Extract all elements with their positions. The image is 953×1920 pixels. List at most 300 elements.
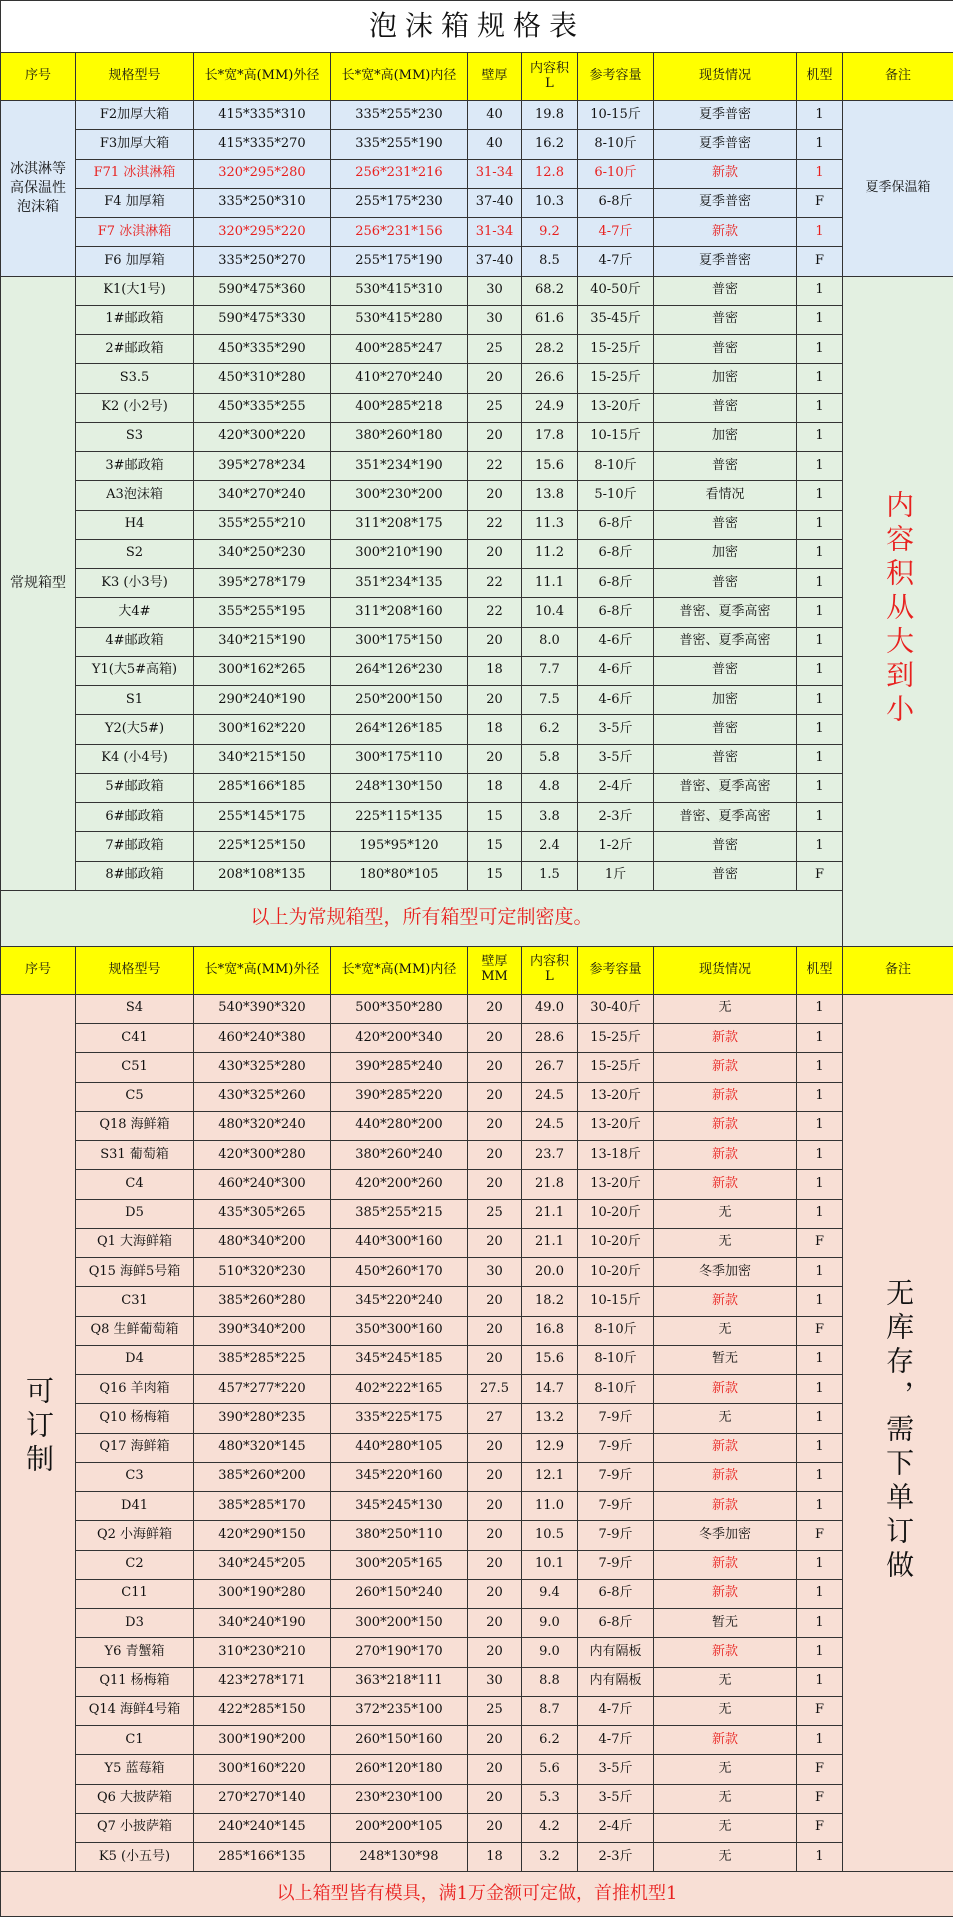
column-header: 长*宽*高(MM)内径 [331, 53, 468, 101]
column-header: 长*宽*高(MM)内径 [331, 946, 468, 994]
cell-vol: 11.1 [522, 569, 578, 598]
cell-stock: 无 [654, 1696, 797, 1725]
cell-inner: 260*150*240 [331, 1579, 468, 1608]
cell-wall: 18 [468, 715, 522, 744]
column-header: 机型 [797, 53, 843, 101]
cell-vol: 4.2 [522, 1813, 578, 1842]
column-header: 内容积 L [522, 53, 578, 101]
cell-model: C1 [76, 1726, 194, 1755]
cell-wall: 37-40 [468, 188, 522, 217]
cell-type: 1 [797, 1726, 843, 1755]
column-header: 壁厚 [468, 53, 522, 101]
cell-cap: 内有隔板 [578, 1667, 654, 1696]
cell-inner: 264*126*230 [331, 656, 468, 685]
cell-model: S3.5 [76, 364, 194, 393]
cell-vol: 1.5 [522, 861, 578, 890]
cell-outer: 590*475*360 [194, 276, 331, 305]
cell-stock: 加密 [654, 539, 797, 568]
cell-stock: 普密、夏季高密 [654, 598, 797, 627]
cell-outer: 510*320*230 [194, 1258, 331, 1287]
cell-wall: 20 [468, 627, 522, 656]
cell-outer: 340*240*190 [194, 1609, 331, 1638]
cell-inner: 351*234*135 [331, 569, 468, 598]
cell-wall: 27 [468, 1404, 522, 1433]
column-header: 参考容量 [578, 946, 654, 994]
cell-stock: 普密 [654, 452, 797, 481]
column-header: 现货情况 [654, 946, 797, 994]
cell-cap: 3-5斤 [578, 744, 654, 773]
cell-model: S4 [76, 994, 194, 1023]
cell-type: F [797, 861, 843, 890]
cell-wall: 18 [468, 1843, 522, 1872]
cell-cap: 8-10斤 [578, 1316, 654, 1345]
cell-outer: 450*335*255 [194, 393, 331, 422]
table-row [1, 1843, 953, 1872]
table-row [1, 1492, 953, 1521]
cell-vol: 12.1 [522, 1462, 578, 1491]
cell-stock: 无 [654, 1316, 797, 1345]
cell-type: F [797, 1521, 843, 1550]
cell-outer: 460*240*380 [194, 1024, 331, 1053]
cell-vol: 16.8 [522, 1316, 578, 1345]
cell-wall: 20 [468, 1638, 522, 1667]
table-row [1, 452, 953, 481]
cell-outer: 320*295*220 [194, 218, 331, 247]
table-row [1, 598, 953, 627]
cell-model: D3 [76, 1609, 194, 1638]
cell-stock: 无 [654, 1755, 797, 1784]
cell-stock: 新款 [654, 1550, 797, 1579]
cell-model: 5#邮政箱 [76, 773, 194, 802]
group-remark [843, 276, 953, 946]
cell-wall: 20 [468, 1726, 522, 1755]
cell-cap: 15-25斤 [578, 1053, 654, 1082]
cell-inner: 256*231*156 [331, 218, 468, 247]
cell-type: 1 [797, 422, 843, 451]
cell-vol: 4.8 [522, 773, 578, 802]
cell-outer: 240*240*145 [194, 1813, 331, 1842]
cell-outer: 385*260*200 [194, 1462, 331, 1491]
cell-vol: 12.9 [522, 1433, 578, 1462]
cell-cap: 13-20斤 [578, 1170, 654, 1199]
cell-inner: 380*260*180 [331, 422, 468, 451]
cell-inner: 335*255*190 [331, 130, 468, 159]
table-row [1, 1199, 953, 1228]
cell-outer: 430*325*260 [194, 1082, 331, 1111]
table-row [1, 1404, 953, 1433]
cell-vol: 19.8 [522, 101, 578, 130]
table-row [1, 130, 953, 159]
cell-stock: 普密 [654, 510, 797, 539]
cell-outer: 415*335*310 [194, 101, 331, 130]
cell-vol: 21.1 [522, 1228, 578, 1257]
table-row [1, 1170, 953, 1199]
cell-type: 1 [797, 1082, 843, 1111]
cell-outer: 457*277*220 [194, 1375, 331, 1404]
cell-model: K5 (小五号) [76, 1843, 194, 1872]
table-row [1, 218, 953, 247]
cell-model: C2 [76, 1550, 194, 1579]
cell-type: 1 [797, 1843, 843, 1872]
cell-vol: 15.6 [522, 1345, 578, 1374]
cell-type: F [797, 1696, 843, 1725]
cell-vol: 11.0 [522, 1492, 578, 1521]
cell-type: 1 [797, 1258, 843, 1287]
cell-outer: 300*160*220 [194, 1755, 331, 1784]
cell-model: D41 [76, 1492, 194, 1521]
cell-stock: 无 [654, 1784, 797, 1813]
cell-cap: 13-18斤 [578, 1141, 654, 1170]
cell-type: 1 [797, 832, 843, 861]
cell-model: S31 葡萄箱 [76, 1141, 194, 1170]
cell-type: 1 [797, 1199, 843, 1228]
cell-cap: 10-20斤 [578, 1258, 654, 1287]
cell-outer: 480*320*145 [194, 1433, 331, 1462]
table-row [1, 686, 953, 715]
cell-stock: 无 [654, 1813, 797, 1842]
cell-type: F [797, 188, 843, 217]
table-row [1, 1141, 953, 1170]
cell-type: 1 [797, 1404, 843, 1433]
table-row [1, 1521, 953, 1550]
cell-inner: 300*200*150 [331, 1609, 468, 1638]
cell-vol: 10.4 [522, 598, 578, 627]
cell-outer: 450*335*290 [194, 335, 331, 364]
cell-outer: 340*245*205 [194, 1550, 331, 1579]
cell-inner: 300*230*200 [331, 481, 468, 510]
cell-model: Q17 海鲜箱 [76, 1433, 194, 1462]
cell-vol: 5.8 [522, 744, 578, 773]
cell-stock: 新款 [654, 1638, 797, 1667]
cell-type: 1 [797, 101, 843, 130]
cell-wall: 20 [468, 1024, 522, 1053]
cell-model: 6#邮政箱 [76, 803, 194, 832]
cell-stock: 普密 [654, 656, 797, 685]
cell-outer: 335*250*310 [194, 188, 331, 217]
cell-cap: 2-4斤 [578, 1813, 654, 1842]
cell-inner: 260*150*160 [331, 1726, 468, 1755]
cell-type: 1 [797, 539, 843, 568]
cell-model: C3 [76, 1462, 194, 1491]
cell-wall: 27.5 [468, 1375, 522, 1404]
cell-stock: 新款 [654, 1375, 797, 1404]
cell-cap: 4-7斤 [578, 1726, 654, 1755]
cell-model: Y2(大5#) [76, 715, 194, 744]
cell-outer: 255*145*175 [194, 803, 331, 832]
cell-outer: 355*255*210 [194, 510, 331, 539]
cell-outer: 423*278*171 [194, 1667, 331, 1696]
cell-type: 1 [797, 1462, 843, 1491]
column-header: 序号 [1, 53, 76, 101]
table-row [1, 335, 953, 364]
cell-wall: 20 [468, 1228, 522, 1257]
cell-type: 1 [797, 510, 843, 539]
cell-wall: 40 [468, 130, 522, 159]
cell-outer: 390*340*200 [194, 1316, 331, 1345]
cell-outer: 420*300*220 [194, 422, 331, 451]
table-row [1, 1784, 953, 1813]
cell-vol: 26.7 [522, 1053, 578, 1082]
cell-cap: 7-9斤 [578, 1433, 654, 1462]
cell-inner: 400*285*218 [331, 393, 468, 422]
cell-vol: 10.1 [522, 1550, 578, 1579]
column-header: 规格型号 [76, 53, 194, 101]
cell-model: K4 (小4号) [76, 744, 194, 773]
cell-inner: 250*200*150 [331, 686, 468, 715]
table-row [1, 101, 953, 130]
cell-type: 1 [797, 1024, 843, 1053]
cell-vol: 21.1 [522, 1199, 578, 1228]
cell-model: Q14 海鲜4号箱 [76, 1696, 194, 1725]
table-row [1, 569, 953, 598]
cell-type: 1 [797, 803, 843, 832]
table-row [1, 1462, 953, 1491]
cell-stock: 暂无 [654, 1609, 797, 1638]
table-row [1, 1375, 953, 1404]
cell-vol: 9.2 [522, 218, 578, 247]
cell-inner: 351*234*190 [331, 452, 468, 481]
table-row [1, 1726, 953, 1755]
cell-cap: 4-6斤 [578, 656, 654, 685]
cell-type: 1 [797, 1492, 843, 1521]
cell-stock: 无 [654, 994, 797, 1023]
cell-stock: 普密、夏季高密 [654, 773, 797, 802]
table-row [1, 481, 953, 510]
cell-outer: 435*305*265 [194, 1199, 331, 1228]
cell-outer: 480*340*200 [194, 1228, 331, 1257]
cell-outer: 335*250*270 [194, 247, 331, 276]
cell-model: H4 [76, 510, 194, 539]
cell-cap: 6-8斤 [578, 598, 654, 627]
cell-model: F4 加厚箱 [76, 188, 194, 217]
cell-inner: 300*210*190 [331, 539, 468, 568]
cell-wall: 20 [468, 481, 522, 510]
cell-inner: 256*231*216 [331, 159, 468, 188]
cell-type: 1 [797, 1287, 843, 1316]
cell-type: 1 [797, 1375, 843, 1404]
cell-outer: 300*162*220 [194, 715, 331, 744]
cell-type: 1 [797, 656, 843, 685]
table-row [1, 1316, 953, 1345]
table-row [1, 188, 953, 217]
cell-cap: 4-7斤 [578, 1696, 654, 1725]
cell-cap: 3-5斤 [578, 715, 654, 744]
note-row [1, 890, 953, 946]
cell-inner: 420*200*340 [331, 1024, 468, 1053]
cell-vol: 24.5 [522, 1082, 578, 1111]
cell-inner: 440*300*160 [331, 1228, 468, 1257]
cell-outer: 340*215*150 [194, 744, 331, 773]
cell-cap: 1-2斤 [578, 832, 654, 861]
cell-type: F [797, 1813, 843, 1842]
table-row [1, 510, 953, 539]
table-row [1, 1755, 953, 1784]
cell-vol: 20.0 [522, 1258, 578, 1287]
cell-stock: 普密、夏季高密 [654, 627, 797, 656]
cell-stock: 普密 [654, 276, 797, 305]
cell-inner: 248*130*98 [331, 1843, 468, 1872]
cell-wall: 20 [468, 1462, 522, 1491]
cell-wall: 20 [468, 1784, 522, 1813]
cell-stock: 普密、夏季高密 [654, 803, 797, 832]
cell-inner: 260*120*180 [331, 1755, 468, 1784]
cell-wall: 31-34 [468, 159, 522, 188]
column-header: 内容积 L [522, 946, 578, 994]
cell-type: 1 [797, 305, 843, 334]
cell-wall: 18 [468, 656, 522, 685]
cell-model: Q18 海鲜箱 [76, 1111, 194, 1140]
cell-wall: 25 [468, 1696, 522, 1725]
cell-vol: 24.9 [522, 393, 578, 422]
cell-stock: 普密 [654, 305, 797, 334]
cell-vol: 3.2 [522, 1843, 578, 1872]
cell-outer: 422*285*150 [194, 1696, 331, 1725]
cell-stock: 新款 [654, 1579, 797, 1608]
table-row [1, 1579, 953, 1608]
cell-type: 1 [797, 276, 843, 305]
cell-wall: 30 [468, 276, 522, 305]
cell-cap: 10-15斤 [578, 101, 654, 130]
cell-inner: 345*245*130 [331, 1492, 468, 1521]
cell-stock: 新款 [654, 1287, 797, 1316]
cell-model: 8#邮政箱 [76, 861, 194, 890]
cell-model: 3#邮政箱 [76, 452, 194, 481]
cell-model: Q16 羊肉箱 [76, 1375, 194, 1404]
cell-type: 1 [797, 744, 843, 773]
cell-type: 1 [797, 598, 843, 627]
cell-wall: 20 [468, 1141, 522, 1170]
cell-type: F [797, 1316, 843, 1345]
cell-type: 1 [797, 452, 843, 481]
cell-vol: 61.6 [522, 305, 578, 334]
cell-outer: 430*325*280 [194, 1053, 331, 1082]
cell-stock: 新款 [654, 1433, 797, 1462]
cell-vol: 23.7 [522, 1141, 578, 1170]
cell-cap: 2-4斤 [578, 773, 654, 802]
cell-inner: 225*115*135 [331, 803, 468, 832]
cell-inner: 400*285*247 [331, 335, 468, 364]
cell-wall: 22 [468, 452, 522, 481]
cell-outer: 300*190*200 [194, 1726, 331, 1755]
cell-cap: 6-8斤 [578, 1609, 654, 1638]
cell-wall: 25 [468, 1199, 522, 1228]
cell-outer: 395*278*179 [194, 569, 331, 598]
cell-model: C51 [76, 1053, 194, 1082]
cell-wall: 20 [468, 1579, 522, 1608]
cell-type: 1 [797, 715, 843, 744]
table-row [1, 1024, 953, 1053]
cell-wall: 20 [468, 744, 522, 773]
remark-volume-order: 内容积从大到小 [882, 489, 916, 728]
cell-inner: 380*260*240 [331, 1141, 468, 1170]
table-row [1, 1053, 953, 1082]
cell-outer: 270*270*140 [194, 1784, 331, 1813]
cell-outer: 385*285*225 [194, 1345, 331, 1374]
cell-vol: 8.0 [522, 627, 578, 656]
cell-wall: 22 [468, 510, 522, 539]
title-row [1, 1, 953, 53]
cell-type: 1 [797, 481, 843, 510]
cell-wall: 25 [468, 393, 522, 422]
cell-inner: 300*175*110 [331, 744, 468, 773]
cell-stock: 普密 [654, 744, 797, 773]
cell-outer: 390*280*235 [194, 1404, 331, 1433]
header-row [1, 53, 953, 101]
cell-cap: 7-9斤 [578, 1404, 654, 1433]
cell-stock: 无 [654, 1404, 797, 1433]
cell-outer: 300*190*280 [194, 1579, 331, 1608]
group-label [1, 994, 76, 1872]
cell-cap: 30-40斤 [578, 994, 654, 1023]
cell-inner: 390*285*220 [331, 1082, 468, 1111]
cell-model: C4 [76, 1170, 194, 1199]
cell-inner: 200*200*105 [331, 1813, 468, 1842]
table-row [1, 393, 953, 422]
column-header: 现货情况 [654, 53, 797, 101]
column-header: 参考容量 [578, 53, 654, 101]
cell-cap: 8-10斤 [578, 1375, 654, 1404]
cell-inner: 440*280*200 [331, 1111, 468, 1140]
cell-wall: 30 [468, 305, 522, 334]
table-row [1, 656, 953, 685]
cell-model: Q8 生鲜葡萄箱 [76, 1316, 194, 1345]
cell-vol: 11.2 [522, 539, 578, 568]
cell-vol: 3.8 [522, 803, 578, 832]
cell-vol: 11.3 [522, 510, 578, 539]
cell-wall: 20 [468, 1170, 522, 1199]
table-row [1, 832, 953, 861]
cell-outer: 395*278*234 [194, 452, 331, 481]
custom-order-label: 可订制 [22, 1376, 55, 1478]
cell-inner: 385*255*215 [331, 1199, 468, 1228]
group-remark: 夏季保温箱 [843, 101, 953, 277]
cell-model: C31 [76, 1287, 194, 1316]
cell-outer: 320*295*280 [194, 159, 331, 188]
cell-model: F7 冰淇淋箱 [76, 218, 194, 247]
cell-stock: 新款 [654, 1462, 797, 1491]
column-header: 长*宽*高(MM)外径 [194, 946, 331, 994]
cell-wall: 18 [468, 773, 522, 802]
table-row [1, 994, 953, 1023]
cell-model: A3泡沫箱 [76, 481, 194, 510]
cell-model: 2#邮政箱 [76, 335, 194, 364]
cell-stock: 无 [654, 1667, 797, 1696]
cell-inner: 195*95*120 [331, 832, 468, 861]
cell-model: D4 [76, 1345, 194, 1374]
cell-stock: 普密 [654, 335, 797, 364]
cell-model: Y5 蓝莓箱 [76, 1755, 194, 1784]
cell-vol: 13.8 [522, 481, 578, 510]
cell-stock: 新款 [654, 1111, 797, 1140]
cell-vol: 8.7 [522, 1696, 578, 1725]
cell-type: 1 [797, 1638, 843, 1667]
cell-vol: 14.7 [522, 1375, 578, 1404]
cell-vol: 7.7 [522, 656, 578, 685]
cell-outer: 590*475*330 [194, 305, 331, 334]
cell-outer: 285*166*185 [194, 773, 331, 802]
cell-type: 1 [797, 1550, 843, 1579]
cell-vol: 18.2 [522, 1287, 578, 1316]
cell-wall: 20 [468, 1433, 522, 1462]
cell-cap: 13-20斤 [578, 393, 654, 422]
cell-stock: 无 [654, 1199, 797, 1228]
table-row [1, 1228, 953, 1257]
cell-stock: 无 [654, 1843, 797, 1872]
table-row [1, 1550, 953, 1579]
column-header: 机型 [797, 946, 843, 994]
cell-model: Q7 小披萨箱 [76, 1813, 194, 1842]
cell-outer: 460*240*300 [194, 1170, 331, 1199]
